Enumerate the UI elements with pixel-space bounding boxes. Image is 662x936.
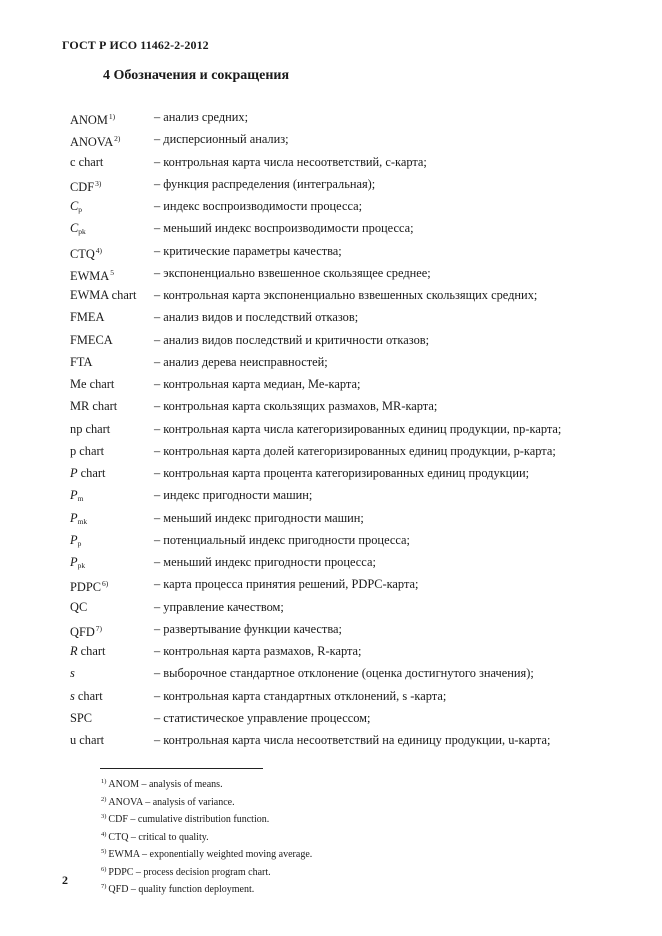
abbreviation-definition: – статистическое управление процессом;	[154, 710, 371, 725]
abbreviation-term	[70, 596, 87, 618]
page-number: 2	[62, 873, 68, 887]
abbreviation-row	[70, 173, 630, 195]
abbreviation-definition: – анализ дерева неисправностей;	[154, 354, 328, 369]
abbreviation-definition: – функция распределения (интегральная);	[154, 176, 376, 191]
abbreviation-definition: – карта процесса принятия решений, PDPC-карта;	[154, 577, 419, 592]
footnote-reference: 3)	[95, 178, 102, 188]
term-symbol: EWMA chart	[70, 288, 137, 302]
term-subscript: pk	[77, 561, 86, 570]
abbreviation-term	[70, 618, 102, 643]
term-symbol: P	[70, 532, 78, 547]
abbreviation-definition: – контрольная карта процента категоризированных единиц продукции;	[154, 466, 530, 480]
term-symbol: C	[70, 199, 79, 213]
term-symbol: s	[70, 688, 75, 703]
abbreviation-term	[70, 440, 104, 462]
term-symbol: ANOVA	[70, 135, 114, 150]
term-subscript: pk	[78, 227, 86, 237]
abbreviation-term	[70, 373, 114, 395]
footnote-text: QFD – quality function deployment.	[108, 884, 255, 895]
term-subscript: p	[78, 205, 83, 214]
footnote-reference: 4)	[95, 245, 103, 255]
abbreviation-list	[70, 106, 630, 751]
term-symbol: P	[70, 510, 78, 525]
abbreviation-term	[70, 306, 104, 328]
footnote-text: PDPC – process decision program chart.	[108, 866, 271, 878]
footnote-mark: 2)	[101, 795, 107, 803]
term-symbol: FMEA	[70, 310, 105, 325]
term-symbol: CTQ	[70, 246, 95, 261]
term-symbol: np chart	[70, 421, 111, 436]
term-symbol: PDPC	[70, 580, 101, 595]
term-subscript: p	[77, 538, 82, 548]
abbreviation-definition: – контрольная карта экспоненциально взвешенных скользящих средних;	[154, 288, 538, 302]
abbreviation-row	[70, 106, 630, 128]
term-suffix: chart	[77, 644, 106, 658]
term-symbol: s	[70, 666, 75, 681]
abbreviation-definition: – развертывание функции качества;	[154, 621, 342, 636]
footnote	[101, 810, 312, 828]
term-subscript: m	[77, 494, 84, 504]
term-symbol: Me chart	[70, 377, 115, 391]
abbreviation-term	[70, 685, 103, 707]
abbreviation-term	[70, 262, 114, 287]
term-symbol: CDF	[70, 179, 95, 194]
term-subscript: mk	[77, 516, 88, 526]
abbreviation-definition: – потенциальный индекс пригодности процесса;	[154, 532, 410, 547]
abbreviation-definition: – контрольная карта числа несоответствий, с-карта;	[154, 154, 427, 169]
abbreviation-definition: – контрольная карта долей категоризированных единиц продукции, p-карта;	[154, 443, 556, 458]
term-symbol: P	[70, 555, 78, 569]
footnote-reference: 1)	[108, 112, 116, 121]
footnote	[101, 828, 312, 846]
footnote-text: CDF – cumulative distribution function.	[108, 814, 270, 825]
abbreviation-term	[70, 640, 105, 662]
abbreviation-definition: – контрольная карта числа категоризированных единиц продукции, np-карта;	[154, 421, 562, 436]
footnote-mark: 5)	[101, 848, 107, 855]
footnote-text: ANOVA – analysis of variance.	[108, 796, 235, 808]
footnote-reference: 5	[110, 267, 114, 277]
footnote-mark: 1)	[101, 778, 107, 785]
abbreviation-row	[70, 395, 630, 417]
abbreviation-definition: – контрольная карта медиан, Ме-карта;	[154, 377, 361, 391]
abbreviation-term	[70, 573, 108, 598]
section-title: 4 Обозначения и сокращения	[103, 68, 290, 83]
abbreviation-term	[70, 707, 92, 729]
abbreviation-term	[70, 128, 120, 153]
abbreviation-definition: – индекс воспроизводимости процесса;	[154, 199, 363, 213]
abbreviation-definition: – критические параметры качества;	[154, 243, 342, 258]
abbreviation-row	[70, 618, 630, 640]
abbreviation-row	[70, 640, 630, 662]
abbreviation-term	[70, 662, 75, 684]
footnote-mark: 6)	[101, 865, 107, 873]
term-symbol: P	[70, 488, 78, 503]
term-symbol: FTA	[70, 354, 93, 369]
abbreviation-term	[70, 106, 115, 131]
document-header: ГОСТ Р ИСО 11462-2-2012	[62, 38, 209, 52]
abbreviation-definition: – контрольная карта стандартных отклонений, s -карта;	[154, 688, 447, 703]
term-suffix: chart	[77, 466, 106, 480]
term-symbol: MR chart	[70, 399, 118, 414]
term-symbol: P	[70, 466, 78, 480]
footnote-reference: 2)	[114, 134, 121, 144]
term-symbol: QFD	[70, 624, 95, 639]
abbreviation-definition: – управление качеством;	[154, 599, 284, 614]
footnote-text: ANOM – analysis of means.	[108, 779, 223, 790]
abbreviation-term	[70, 284, 136, 306]
term-symbol: QC	[70, 599, 88, 614]
term-symbol: R	[70, 644, 78, 658]
abbreviation-definition: – анализ видов последствий и критичности отказов;	[154, 332, 430, 347]
footnote-reference: 6)	[102, 579, 109, 589]
abbreviation-row	[70, 373, 630, 395]
abbreviation-row	[70, 596, 630, 618]
abbreviation-row	[70, 195, 630, 217]
term-symbol: p chart	[70, 443, 105, 458]
term-symbol: EWMA	[70, 268, 110, 283]
abbreviation-row	[70, 418, 630, 440]
abbreviation-row	[70, 262, 630, 284]
abbreviation-term	[70, 240, 102, 265]
term-symbol: FMECA	[70, 332, 113, 347]
footnote-mark: 7)	[101, 883, 107, 890]
term-symbol: SPC	[70, 710, 93, 725]
footnote-mark: 4)	[101, 830, 107, 838]
abbreviation-row	[70, 284, 630, 306]
abbreviation-definition: – выборочное стандартное отклонение (оценка достигнутого значения);	[154, 666, 534, 681]
abbreviation-row	[70, 685, 630, 707]
abbreviation-row	[70, 707, 630, 729]
term-symbol: c chart	[70, 154, 104, 169]
footnote-mark: 3)	[101, 813, 107, 820]
footnote	[101, 775, 312, 793]
abbreviation-row	[70, 507, 630, 529]
term-symbol: u chart	[70, 733, 105, 747]
footnotes	[101, 775, 312, 898]
abbreviation-definition: – дисперсионный анализ;	[154, 132, 289, 147]
abbreviation-row	[70, 529, 630, 551]
abbreviation-row	[70, 551, 630, 573]
term-symbol: C	[70, 221, 79, 236]
abbreviation-row	[70, 128, 630, 150]
abbreviation-row	[70, 151, 630, 173]
abbreviation-term	[70, 351, 92, 373]
abbreviation-row	[70, 662, 630, 684]
abbreviation-row	[70, 729, 630, 751]
abbreviation-definition: – меньший индекс воспроизводимости процесса;	[154, 221, 414, 236]
footnote	[101, 880, 312, 898]
abbreviation-term	[70, 329, 113, 351]
abbreviation-term	[70, 418, 110, 440]
abbreviation-definition: – индекс пригодности машин;	[154, 488, 313, 503]
footnote	[101, 845, 312, 863]
footnote	[101, 793, 312, 811]
abbreviation-term	[70, 395, 117, 417]
abbreviation-row	[70, 351, 630, 373]
abbreviation-term	[70, 151, 103, 173]
abbreviation-row	[70, 329, 630, 351]
abbreviation-row	[70, 217, 630, 239]
abbreviation-term	[70, 462, 105, 484]
abbreviation-definition: – экспоненциально взвешенное скользящее среднее;	[154, 265, 431, 280]
footnote-divider	[100, 768, 263, 769]
abbreviation-definition: – анализ средних;	[154, 110, 249, 124]
term-symbol: ANOM	[70, 113, 108, 127]
footnote	[101, 863, 312, 881]
term-suffix: chart	[74, 688, 103, 703]
footnote-text: EWMA – exponentially weighted moving average.	[108, 849, 313, 860]
abbreviation-definition: – меньший индекс пригодности процесса;	[154, 555, 376, 569]
abbreviation-row	[70, 306, 630, 328]
abbreviation-row	[70, 440, 630, 462]
abbreviation-row	[70, 484, 630, 506]
abbreviation-definition: – анализ видов и последствий отказов;	[154, 310, 359, 325]
abbreviation-row	[70, 462, 630, 484]
abbreviation-term	[70, 729, 104, 751]
footnote-text: CTQ – critical to quality.	[108, 831, 209, 843]
abbreviation-definition: – контрольная карта числа несоответствий на единицу продукции, u-карта;	[154, 733, 551, 747]
abbreviation-definition: – контрольная карта скользящих размахов, MR-карта;	[154, 399, 438, 414]
abbreviation-term	[70, 173, 101, 198]
abbreviation-definition: – контрольная карта размахов, R-карта;	[154, 644, 362, 658]
abbreviation-row	[70, 573, 630, 595]
abbreviation-row	[70, 240, 630, 262]
abbreviation-definition: – меньший индекс пригодности машин;	[154, 510, 364, 525]
footnote-reference: 7)	[95, 623, 103, 633]
